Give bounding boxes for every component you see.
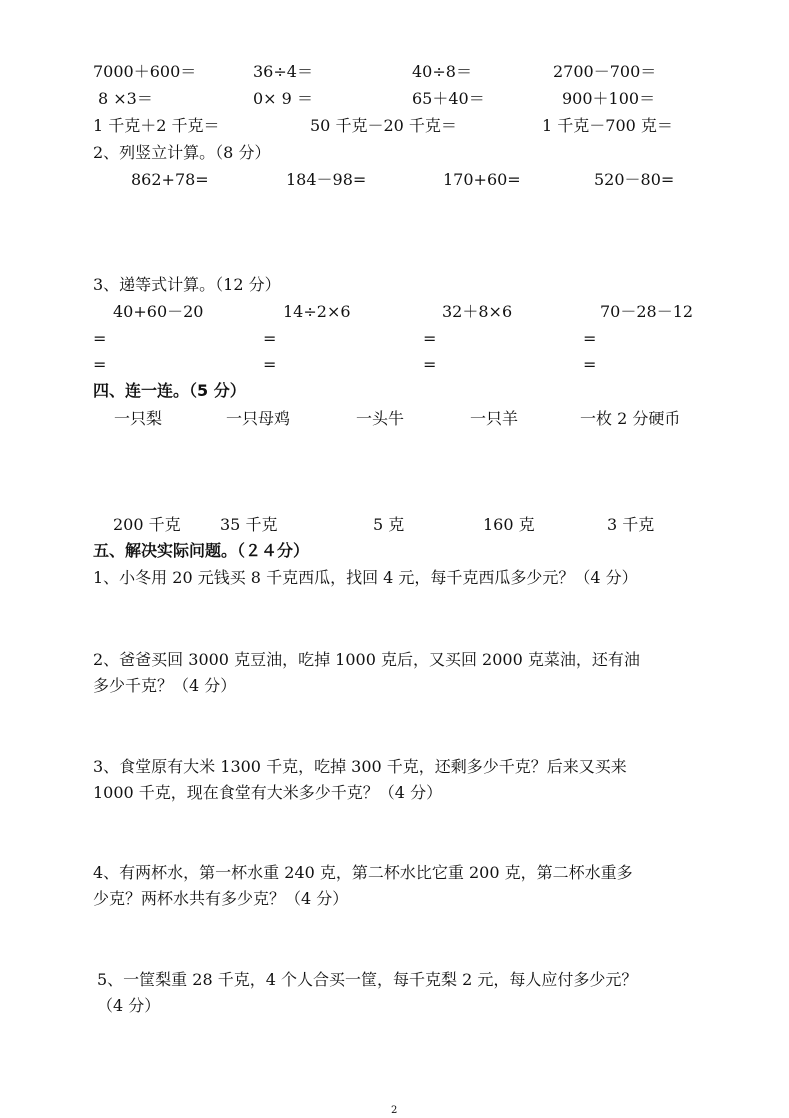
vertical-calc-title: 2、列竖立计算。（8 分） [93,143,271,162]
vertical-calc-item: 862+78= [131,170,209,189]
matching-bottom-item: 3 千克 [607,515,655,534]
vertical-calc-item: 520－80= [594,170,675,189]
problem-1: 1、小冬用 20 元钱买 8 千克西瓜，找回 4 元，每千克西瓜多少元？（4 分） [93,568,638,587]
step-calc-item: 70－28－12 [600,302,694,321]
step-eq-sign: = [93,355,107,374]
calc-7000-plus-600: 7000＋600＝ [93,62,197,81]
calc-900-plus-100: 900＋100＝ [562,89,656,108]
step-eq-sign: = [423,329,437,348]
step-eq-sign: = [263,329,277,348]
step-calc-item: 40+60－20 [113,302,204,321]
matching-top-item: 一枚 2 分硬币 [580,409,681,428]
vertical-calc-item: 170+60= [443,170,521,189]
matching-top-item: 一只母鸡 [226,409,291,428]
step-calc-item: 14÷2×6 [283,302,351,321]
step-calc-title: 3、递等式计算。（12 分） [93,275,281,294]
calc-1kg-minus-700g: 1 千克－700 克＝ [542,116,673,135]
calc-50kg-minus-20kg: 50 千克－20 千克＝ [310,116,457,135]
matching-bottom-item: 160 克 [483,515,535,534]
calc-1kg-plus-2kg: 1 千克＋2 千克＝ [93,116,220,135]
problem-4-line-1: 4、有两杯水，第一杯水重 240 克，第二杯水比它重 200 克，第二杯水重多 [93,863,633,882]
matching-title: 四、连一连。（5 分） [93,381,246,400]
matching-bottom-item: 200 千克 [113,515,181,534]
step-eq-sign: = [93,329,107,348]
step-calc-item: 32＋8×6 [442,302,513,321]
calc-36-div-4: 36÷4＝ [253,62,313,81]
step-eq-sign: = [423,355,437,374]
page-number: 2 [391,1105,398,1116]
step-eq-sign: = [583,329,597,348]
problem-5-line-2: （4 分） [97,996,161,1015]
step-eq-sign: = [263,355,277,374]
problem-2-line-2: 多少千克？（4 分） [93,676,237,695]
matching-top-item: 一只梨 [114,409,163,428]
problem-3-line-1: 3、食堂原有大米 1300 千克，吃掉 300 千克，还剩多少千克？后来又买来 [93,757,627,776]
problem-5-line-1: 5、一筐梨重 28 千克，4 个人合买一筐，每千克梨 2 元，每人应付多少元？ [97,970,638,989]
vertical-calc-item: 184－98= [286,170,367,189]
matching-top-item: 一头牛 [356,409,405,428]
step-eq-sign: = [583,355,597,374]
problems-title: 五、解决实际问题。（２４分） [93,541,310,560]
problem-3-line-2: 1000 千克，现在食堂有大米多少千克？（4 分） [93,783,443,802]
matching-bottom-item: 35 千克 [220,515,278,534]
calc-2700-minus-700: 2700－700＝ [553,62,657,81]
matching-top-item: 一只羊 [470,409,519,428]
problem-2-line-1: 2、爸爸买回 3000 克豆油，吃掉 1000 克后，又买回 2000 克菜油，还有油 [93,650,640,669]
calc-0-times-9: 0× 9 ＝ [253,89,313,108]
calc-40-div-8: 40÷8＝ [412,62,472,81]
matching-bottom-item: 5 克 [373,515,405,534]
problem-4-line-2: 少克？两杯水共有多少克？（4 分） [93,889,349,908]
calc-8-times-3: 8 ×3＝ [98,89,153,108]
calc-65-plus-40: 65＋40＝ [412,89,485,108]
